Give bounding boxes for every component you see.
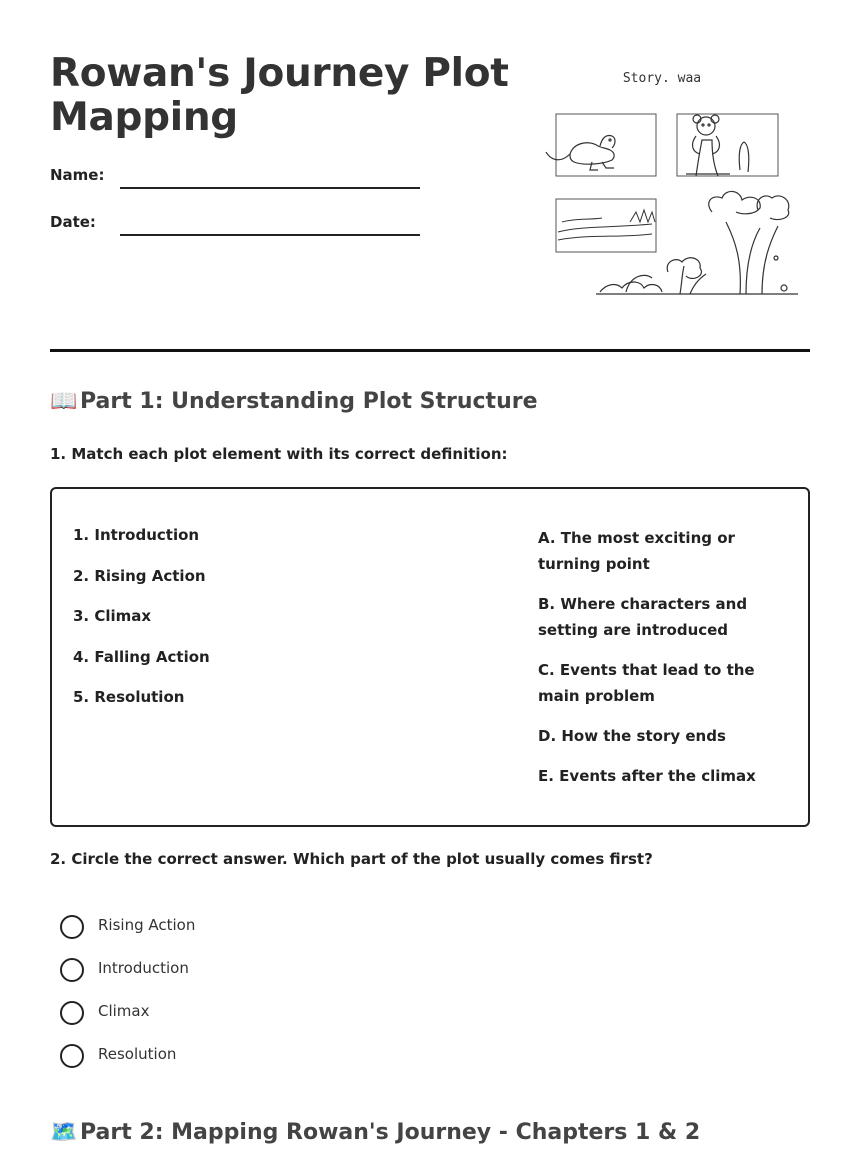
- definition-item: D. How the story ends: [538, 727, 726, 745]
- radio-circle-icon[interactable]: [60, 958, 84, 982]
- map-icon: 🗺️: [50, 1120, 78, 1145]
- matching-box: [50, 487, 810, 827]
- illustration-caption: Story. waa: [622, 71, 702, 86]
- plot-elements-list: [73, 525, 210, 728]
- answer-option-label: Introduction: [98, 959, 189, 977]
- book-icon: 📖: [50, 389, 78, 414]
- definitions-list: [538, 525, 788, 803]
- header-divider: [50, 349, 810, 352]
- date-blank-line[interactable]: [120, 234, 420, 236]
- plot-element-item: 5. Resolution: [73, 688, 185, 706]
- definition-item: C. Events that lead to the main problem: [538, 661, 755, 705]
- definition-item: E. Events after the climax: [538, 767, 756, 785]
- storyboard-illustration-icon: [540, 62, 800, 302]
- part1-heading: [50, 389, 538, 414]
- part1-heading-text: Part 1: Understanding Plot Structure: [80, 389, 538, 414]
- part2-heading: [50, 1120, 700, 1145]
- q1-prompt: 1. Match each plot element with its correct definition:: [50, 445, 508, 463]
- definition-item: B. Where characters and setting are introduced: [538, 595, 748, 639]
- answer-option-label: Climax: [98, 1002, 150, 1020]
- plot-element-item: 2. Rising Action: [73, 566, 206, 585]
- answer-option-label: Rising Action: [98, 916, 196, 934]
- part2-heading-text: Part 2: Mapping Rowan's Journey - Chapters 1 & 2: [80, 1120, 701, 1145]
- plot-element-item: 4. Falling Action: [73, 647, 210, 666]
- answer-option-label: Resolution: [98, 1045, 177, 1063]
- radio-circle-icon[interactable]: [60, 915, 84, 939]
- page-title: Rowan's Journey Plot Mapping: [50, 51, 509, 140]
- radio-circle-icon[interactable]: [60, 1001, 84, 1025]
- date-label: Date:: [50, 213, 96, 231]
- definition-item: A. The most exciting or turning point: [538, 529, 735, 573]
- radio-circle-icon[interactable]: [60, 1044, 84, 1068]
- plot-element-item: 3. Climax: [73, 607, 152, 625]
- plot-element-item: 1. Introduction: [73, 526, 200, 544]
- q2-prompt: 2. Circle the correct answer. Which part of the plot usually comes first?: [50, 850, 653, 868]
- name-blank-line[interactable]: [120, 187, 420, 189]
- name-label: Name:: [50, 166, 105, 184]
